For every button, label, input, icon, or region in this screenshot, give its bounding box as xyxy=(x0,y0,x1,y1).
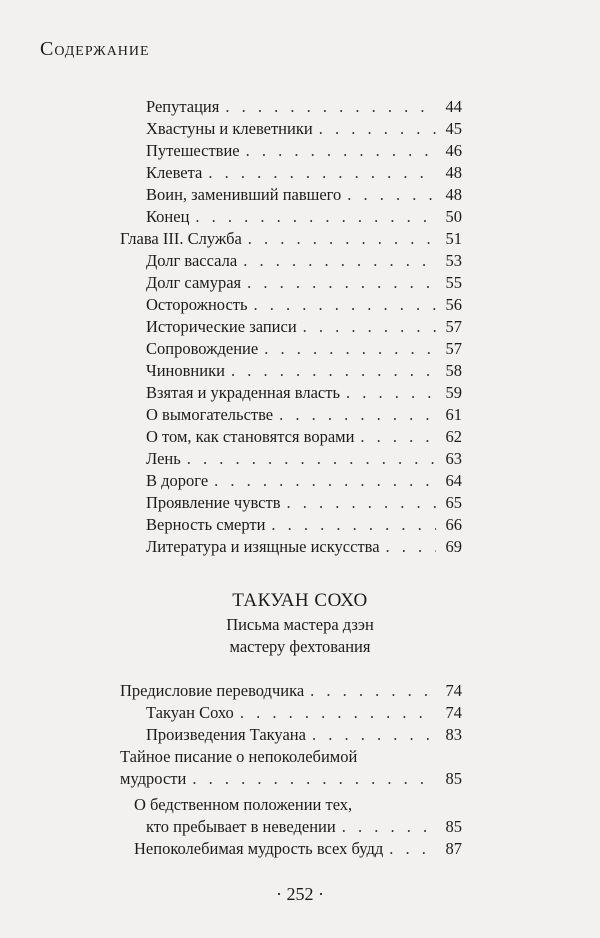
toc-entry[interactable] xyxy=(146,250,462,272)
toc-entry[interactable] xyxy=(146,338,462,360)
toc-entry[interactable] xyxy=(146,448,462,470)
toc-entry-page: 51 xyxy=(445,229,462,248)
dot-leader xyxy=(240,702,436,724)
toc-entry-title: Клевета xyxy=(146,163,203,182)
page-number: · 252 · xyxy=(276,884,324,904)
toc-entry-title: Верность смерти xyxy=(146,515,266,534)
dot-leader xyxy=(346,382,436,404)
toc-entry-title: Хвастуны и клеветники xyxy=(146,119,313,138)
dot-leader xyxy=(386,536,436,558)
dot-leader xyxy=(319,118,436,140)
section-subtitle-line1: Письма мастера дзэн xyxy=(226,615,374,634)
dot-leader xyxy=(303,316,436,338)
toc-entry-title: Литература и изящные искусства xyxy=(146,537,380,556)
toc-entry-title: Глава III. Служба xyxy=(120,229,242,248)
toc-entry-title: Такуан Сохо xyxy=(146,703,234,722)
toc-entry-page: 44 xyxy=(445,97,462,116)
dot-leader xyxy=(187,448,436,470)
toc-entry-page: 74 xyxy=(445,681,462,700)
toc-entry[interactable] xyxy=(146,96,462,118)
toc-entry-page: 50 xyxy=(445,207,462,226)
toc-entry-title: Путешествие xyxy=(146,141,240,160)
toc-entry-page: 65 xyxy=(445,493,462,512)
toc-entry[interactable] xyxy=(146,404,462,426)
toc-entry[interactable] xyxy=(146,206,462,228)
dot-leader xyxy=(271,514,436,536)
running-header: Содержание xyxy=(40,38,150,60)
toc-entry-page: 46 xyxy=(445,141,462,160)
dot-leader xyxy=(347,184,436,206)
dot-leader xyxy=(225,96,436,118)
dot-leader xyxy=(192,768,436,790)
toc-entry-page: 64 xyxy=(445,471,462,490)
toc-entry[interactable] xyxy=(146,184,462,206)
toc-entry-title: Долг вассала xyxy=(146,251,238,270)
toc-entry[interactable] xyxy=(146,360,462,382)
toc-entry-secret-line1[interactable]: Тайное писание о непоколебимой xyxy=(120,747,358,766)
toc-entry-page: 45 xyxy=(445,119,462,138)
toc-entry-page: 69 xyxy=(445,537,462,556)
toc-entry-page: 61 xyxy=(445,405,462,424)
toc-entry-page: 63 xyxy=(445,449,462,468)
toc-entry-page: 56 xyxy=(445,295,462,314)
toc-entry[interactable] xyxy=(146,294,462,316)
toc-entry-takuan[interactable] xyxy=(146,702,462,724)
toc-entry-plight-line1[interactable]: О бедственном положении тех, xyxy=(134,795,353,814)
toc-entry-plight[interactable] xyxy=(146,816,462,838)
toc-entry-page: 57 xyxy=(445,317,462,336)
toc-entry-works[interactable] xyxy=(146,724,462,746)
toc-entry[interactable] xyxy=(146,492,462,514)
toc-entry-title: Произведения Такуана xyxy=(146,725,306,744)
dot-leader xyxy=(279,404,436,426)
toc-entry-title: Долг самурая xyxy=(146,273,242,292)
dot-leader xyxy=(243,250,436,272)
dot-leader xyxy=(231,360,436,382)
toc-entry[interactable] xyxy=(146,514,462,536)
toc-entry-page: 62 xyxy=(445,427,462,446)
section-subtitle-line2: мастеру фехтования xyxy=(229,637,371,656)
toc-entry-title: Исторические записи xyxy=(146,317,297,336)
toc-entry-title: Предисловие переводчика xyxy=(120,681,305,700)
toc-entry-page: 83 xyxy=(445,725,462,744)
toc-entry-page: 66 xyxy=(445,515,462,534)
dot-leader xyxy=(342,816,436,838)
toc-entry-title: кто пребывает в неведении xyxy=(146,817,336,836)
toc-entry-title: Чиновники xyxy=(146,361,225,380)
toc-entry-title: Репутация xyxy=(146,97,220,116)
toc-entry-title: Лень xyxy=(146,449,181,468)
toc-entry-page: 57 xyxy=(445,339,462,358)
dot-leader xyxy=(254,294,436,316)
dot-leader xyxy=(248,228,436,250)
toc-entry[interactable] xyxy=(146,382,462,404)
toc-entry[interactable] xyxy=(146,316,462,338)
section-author-heading: ТАКУАН СОХО xyxy=(232,590,368,611)
dot-leader xyxy=(312,724,436,746)
toc-entry-page: 85 xyxy=(445,817,462,836)
toc-entry-page: 55 xyxy=(445,273,462,292)
dot-leader xyxy=(214,470,436,492)
toc-entry-title: Взятая и украденная власть xyxy=(146,383,340,402)
toc-entry-title: В дороге xyxy=(146,471,209,490)
toc-entry[interactable] xyxy=(146,272,462,294)
toc-entry[interactable] xyxy=(146,118,462,140)
toc-entry-wisdom[interactable] xyxy=(134,838,462,860)
toc-entry-page: 59 xyxy=(445,383,462,402)
toc-entry-title: Воин, заменивший павшего xyxy=(146,185,342,204)
dot-leader xyxy=(389,838,436,860)
dot-leader xyxy=(310,680,436,702)
toc-entry-title: О вымогательстве xyxy=(146,405,274,424)
toc-entry-page: 85 xyxy=(445,769,462,788)
dot-leader xyxy=(287,492,437,514)
toc-entry-page: 87 xyxy=(445,839,462,858)
toc-entry-secret[interactable] xyxy=(120,768,462,790)
toc-entry-page: 53 xyxy=(445,251,462,270)
toc-entry-page: 74 xyxy=(445,703,462,722)
toc-entry-title: О том, как становятся ворами xyxy=(146,427,355,446)
toc-entry[interactable] xyxy=(146,162,462,184)
dot-leader xyxy=(247,272,436,294)
toc-entry[interactable] xyxy=(146,426,462,448)
toc-entry-title: Проявление чувств xyxy=(146,493,281,512)
toc-entry-title: Непоколебимая мудрость всех будд xyxy=(134,839,384,858)
dot-leader xyxy=(360,426,436,448)
toc-entry-title: Конец xyxy=(146,207,190,226)
toc-chapter-entry[interactable] xyxy=(120,228,462,250)
toc-entry-title: Осторожность xyxy=(146,295,248,314)
dot-leader xyxy=(208,162,436,184)
toc-entry-preface[interactable] xyxy=(120,680,462,702)
toc-entry[interactable] xyxy=(146,470,462,492)
toc-entry[interactable] xyxy=(146,536,462,558)
toc-entry-page: 48 xyxy=(445,163,462,182)
toc-entry-page: 58 xyxy=(445,361,462,380)
toc-entry-title: мудрости xyxy=(120,769,187,788)
dot-leader xyxy=(264,338,436,360)
dot-leader xyxy=(195,206,436,228)
toc-entry-title: Сопровождение xyxy=(146,339,259,358)
toc-entry-page: 48 xyxy=(445,185,462,204)
toc-entry[interactable] xyxy=(146,140,462,162)
dot-leader xyxy=(246,140,436,162)
